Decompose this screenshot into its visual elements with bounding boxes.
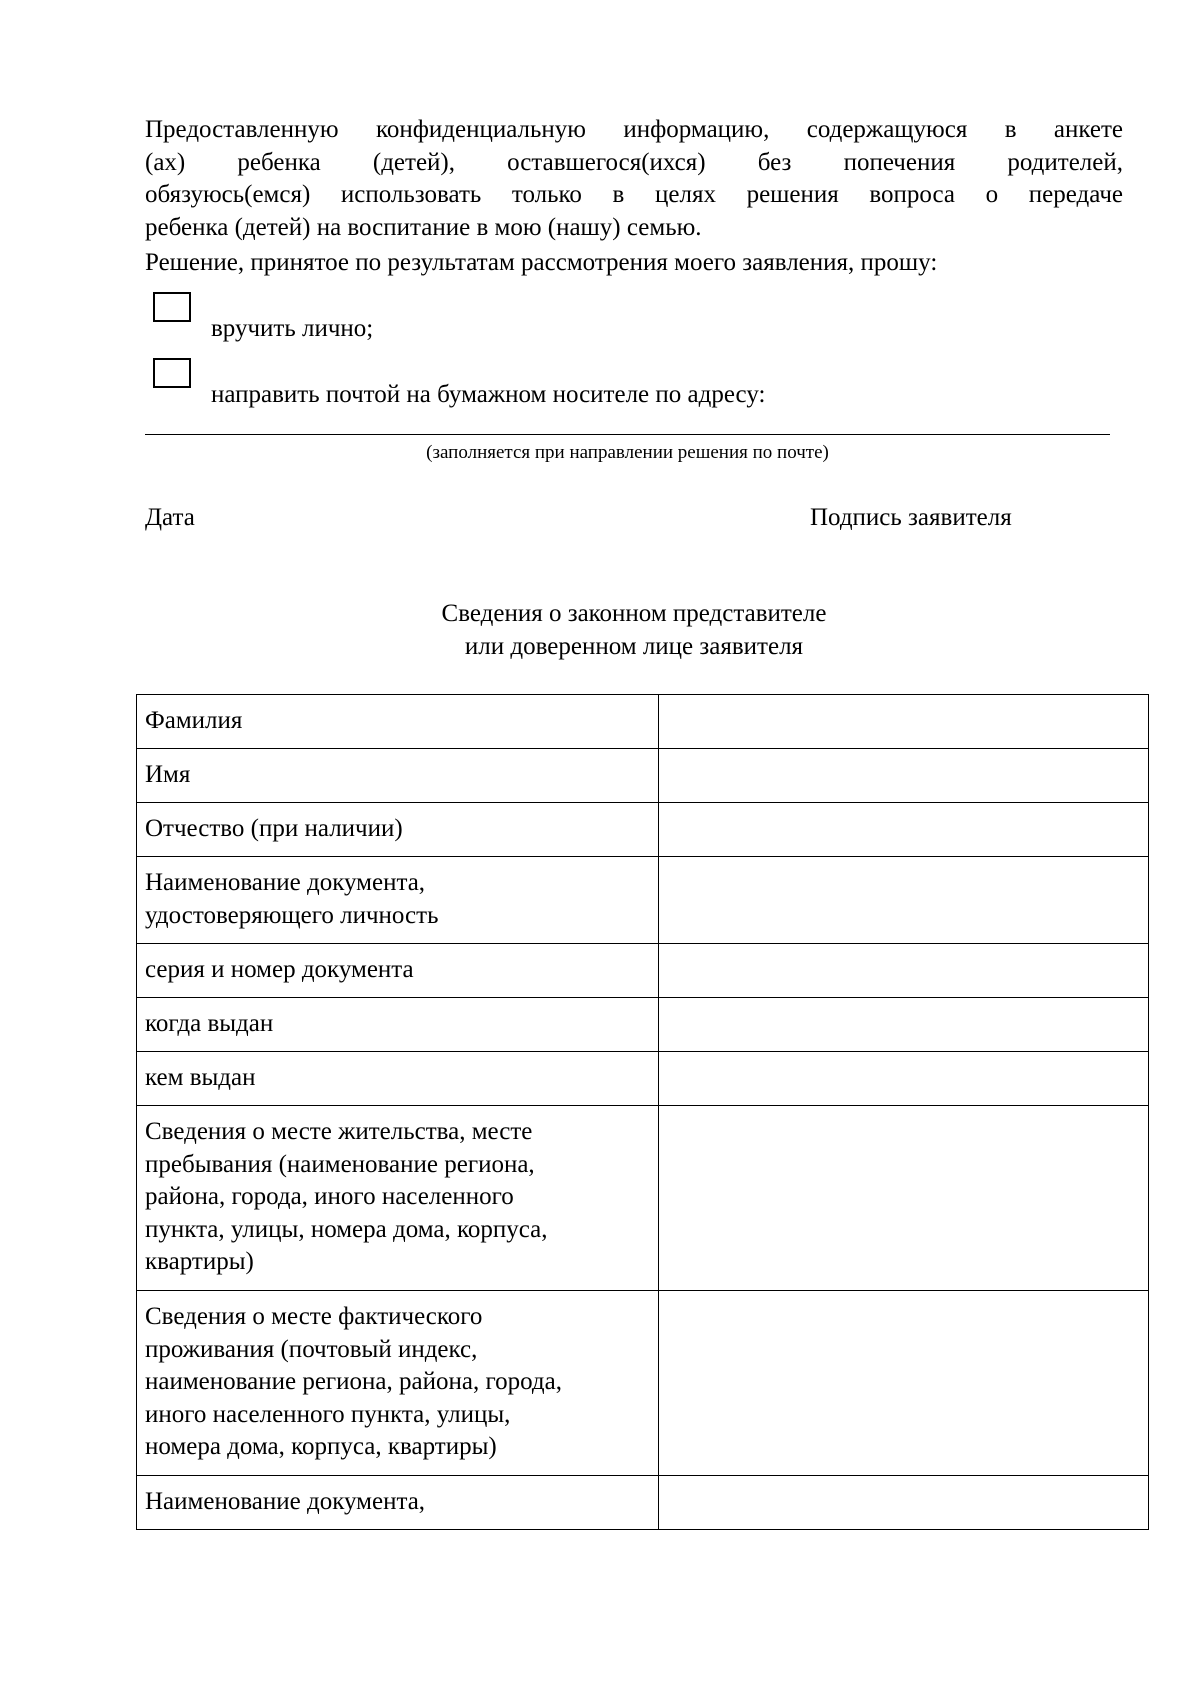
row-value-residence[interactable] bbox=[659, 1106, 1149, 1291]
table-row bbox=[137, 1052, 1149, 1106]
section-title bbox=[145, 598, 1123, 663]
table-row bbox=[137, 944, 1149, 998]
send-by-mail-label: направить почтой на бумажном носителе по адресу: bbox=[211, 381, 766, 408]
row-label-issued-by: кем выдан bbox=[137, 1052, 659, 1106]
row-value-series-number[interactable] bbox=[659, 944, 1149, 998]
send-by-mail-checkbox[interactable] bbox=[153, 358, 191, 388]
row-label-residence: Сведения о месте жительства, месте пребывания (наименование региона, района, города, иного населенного пункта, улицы, номера дома, корпуса, квартиры) bbox=[137, 1106, 659, 1291]
date-label: Дата bbox=[145, 504, 195, 531]
paragraph-line: Предоставленную конфиденциальную информацию, содержащуюся в анкете bbox=[145, 116, 1123, 143]
table-row bbox=[137, 1106, 1149, 1291]
row-label-document-name: Наименование документа, bbox=[137, 1476, 659, 1530]
row-label-id-document: Наименование документа, удостоверяющего личность bbox=[137, 857, 659, 944]
row-label-patronymic: Отчество (при наличии) bbox=[137, 803, 659, 857]
table-row bbox=[137, 695, 1149, 749]
address-hint: (заполняется при направлении решения по почте) bbox=[426, 442, 829, 463]
row-value-issued-by[interactable] bbox=[659, 1052, 1149, 1106]
section-title-line: Сведения о законном представителе bbox=[441, 600, 827, 627]
row-value-surname[interactable] bbox=[659, 695, 1149, 749]
row-value-patronymic[interactable] bbox=[659, 803, 1149, 857]
row-value-document-name[interactable] bbox=[659, 1476, 1149, 1530]
confidentiality-paragraph bbox=[145, 114, 1123, 244]
option-send-by-mail bbox=[153, 358, 766, 408]
row-label-actual-residence: Сведения о месте фактического проживания (почтовый индекс, наименование региона, района, города, иного населенного пункта, улицы, номера дома, корпуса, квартиры) bbox=[137, 1291, 659, 1476]
decision-request-text: Решение, принятое по результатам рассмотрения моего заявления, прошу: bbox=[145, 249, 938, 276]
representative-info-table bbox=[136, 694, 1149, 1530]
row-label-surname: Фамилия bbox=[137, 695, 659, 749]
section-title-line: или доверенном лице заявителя bbox=[464, 632, 804, 660]
row-label-series-number: серия и номер документа bbox=[137, 944, 659, 998]
row-value-issue-date[interactable] bbox=[659, 998, 1149, 1052]
table-row bbox=[137, 998, 1149, 1052]
row-value-actual-residence[interactable] bbox=[659, 1291, 1149, 1476]
option-deliver-in-person bbox=[153, 292, 374, 342]
row-label-issue-date: когда выдан bbox=[137, 998, 659, 1052]
table-row bbox=[137, 1291, 1149, 1476]
paragraph-line: (ах) ребенка (детей), оставшегося(ихся) без попечения родителей, bbox=[145, 148, 1123, 176]
address-input-line[interactable] bbox=[145, 434, 1110, 435]
table-row bbox=[137, 1476, 1149, 1530]
deliver-in-person-checkbox[interactable] bbox=[153, 292, 191, 322]
deliver-in-person-label: вручить лично; bbox=[211, 315, 374, 342]
row-value-name[interactable] bbox=[659, 749, 1149, 803]
row-value-id-document[interactable] bbox=[659, 857, 1149, 944]
row-label-name: Имя bbox=[137, 749, 659, 803]
paragraph-line: обязуюсь(емся) использовать только в целях решения вопроса о передаче bbox=[145, 181, 1123, 208]
paragraph-line: ребенка (детей) на воспитание в мою (нашу) семью. bbox=[145, 213, 702, 241]
table-row bbox=[137, 803, 1149, 857]
table-row bbox=[137, 857, 1149, 944]
table-row bbox=[137, 749, 1149, 803]
signature-label: Подпись заявителя bbox=[810, 504, 1012, 531]
